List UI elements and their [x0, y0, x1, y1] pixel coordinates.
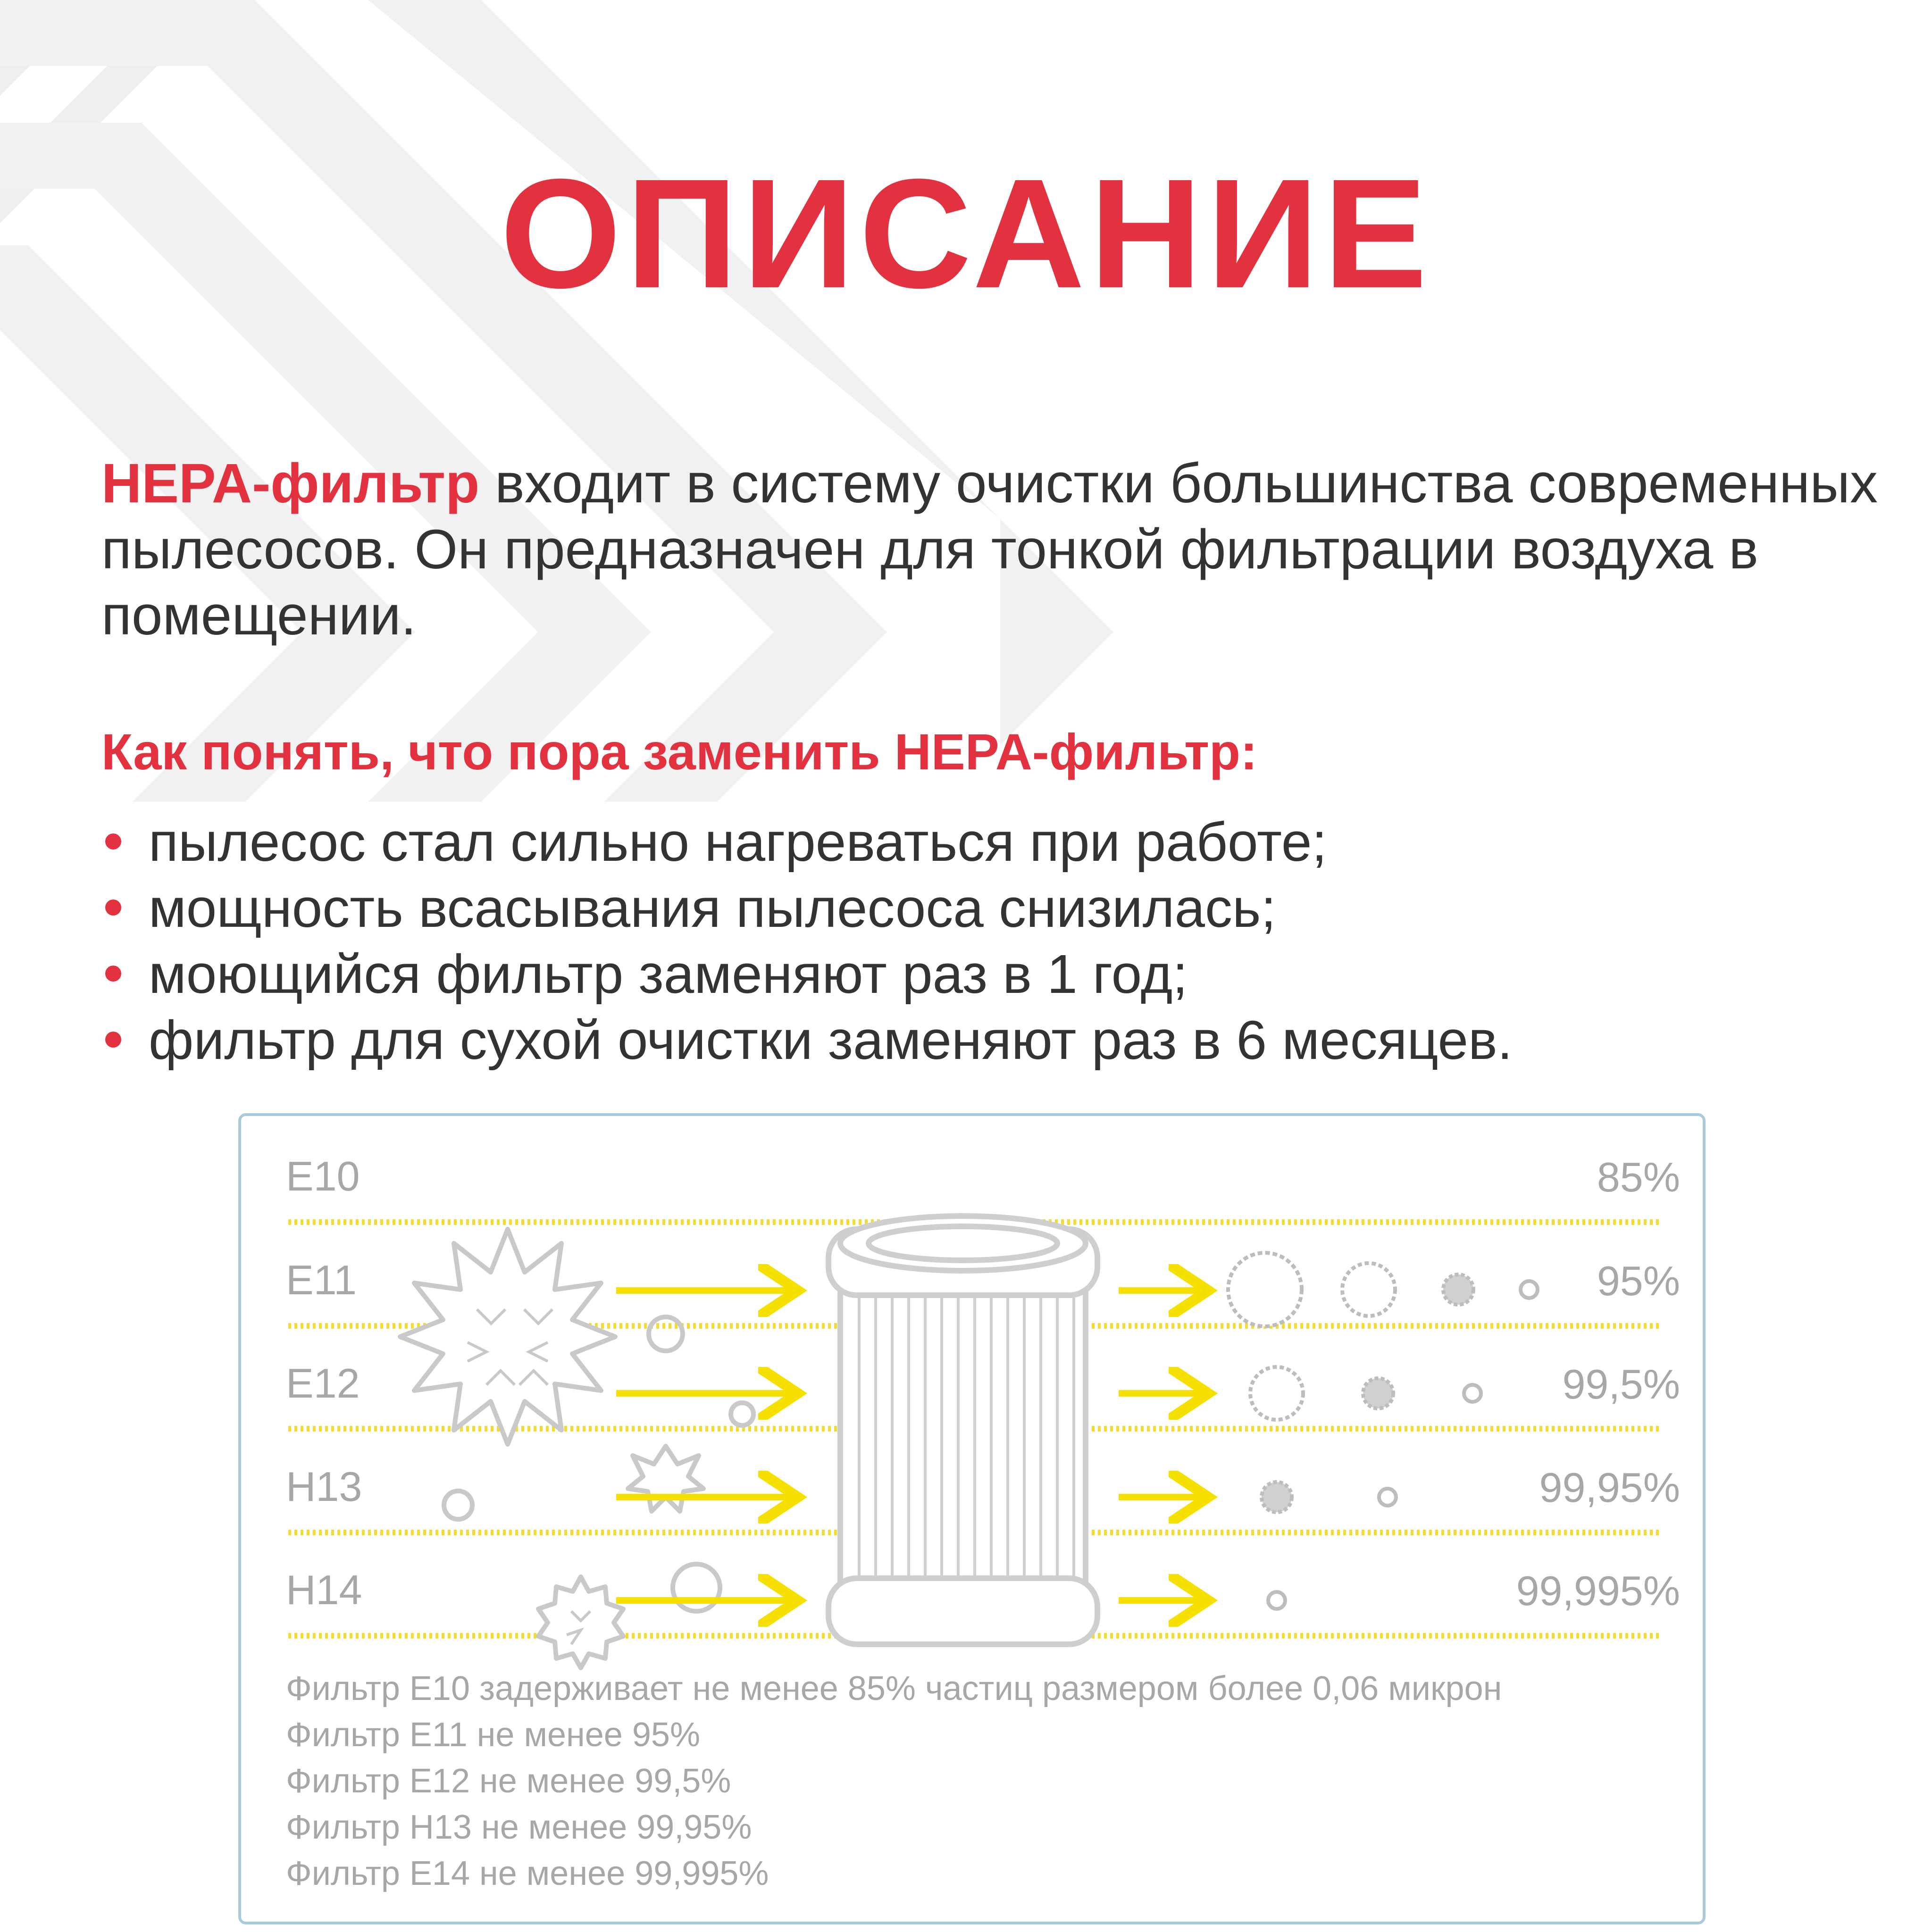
list-item: мощность всасывания пылесоса снизилась; [101, 875, 1513, 941]
particle-circle-icon [649, 1317, 683, 1351]
small-particle-icon [1262, 1482, 1292, 1512]
small-particle-icon [1363, 1378, 1393, 1408]
small-particle-icon [1443, 1274, 1473, 1305]
efficiency-value: 85% [1597, 1154, 1680, 1200]
large-particle-icon [1228, 1253, 1302, 1326]
intro-highlight: HEPA-фильтр [101, 452, 480, 515]
list-item: фильтр для сухой очистки заменяют раз в 6 месяцев. [101, 1007, 1513, 1073]
efficiency-value: 99,95% [1539, 1464, 1680, 1511]
particle-circle-icon [444, 1491, 472, 1519]
list-item: пылесос стал сильно нагреваться при работе; [101, 809, 1513, 875]
note-line: Фильтр E11 не менее 95% [286, 1716, 700, 1754]
tiny-particle-icon [1521, 1281, 1538, 1298]
efficiency-value: 99,5% [1562, 1361, 1680, 1407]
efficiency-value: 95% [1597, 1257, 1680, 1304]
class-label: E11 [286, 1257, 357, 1303]
note-line: Фильтр E10 задерживает не менее 85% частиц размером более 0,06 микрон [286, 1670, 1502, 1707]
small-particle-icon [628, 1446, 703, 1511]
note-line: Фильтр E12 не менее 99,5% [286, 1762, 731, 1800]
tiny-particle-icon [1464, 1385, 1481, 1402]
page-title: ОПИСАНИЕ [500, 146, 1432, 320]
class-label: E10 [286, 1153, 360, 1199]
large-particle-icon [400, 1229, 615, 1444]
filter-class-diagram [238, 1113, 1706, 1924]
background-chevron-pattern [0, 0, 1132, 802]
class-label: H13 [286, 1463, 362, 1510]
note-line: Фильтр H13 не менее 99,95% [286, 1808, 752, 1846]
intro-text: входит в систему очистки большинства современных пылесосов. Он предназначен для тонкой фильтрации воздуха в помещении. [101, 452, 1878, 647]
replacement-heading: Как понять, что пора заменить HEPA-фильтр: [101, 723, 1257, 780]
tiny-particle-icon [1268, 1592, 1285, 1609]
list-item: моющийся фильтр заменяют раз в 1 год; [101, 941, 1513, 1007]
hepa-filter-cartridge-icon [828, 1216, 1097, 1644]
replacement-signs-list [101, 809, 1513, 1073]
efficiency-value: 99,995% [1516, 1567, 1680, 1614]
tiny-particle-icon [1379, 1489, 1396, 1506]
class-label: E12 [286, 1360, 360, 1407]
note-line: Фильтр E14 не менее 99,995% [286, 1855, 769, 1892]
filter-notes [286, 1666, 1502, 1897]
medium-particle-icon [1250, 1367, 1303, 1420]
particle-circle-icon [731, 1403, 753, 1425]
particle-circle-icon [673, 1564, 720, 1611]
class-label: H14 [286, 1566, 362, 1613]
intro-paragraph [101, 450, 1894, 649]
medium-particle-icon [1342, 1263, 1395, 1316]
